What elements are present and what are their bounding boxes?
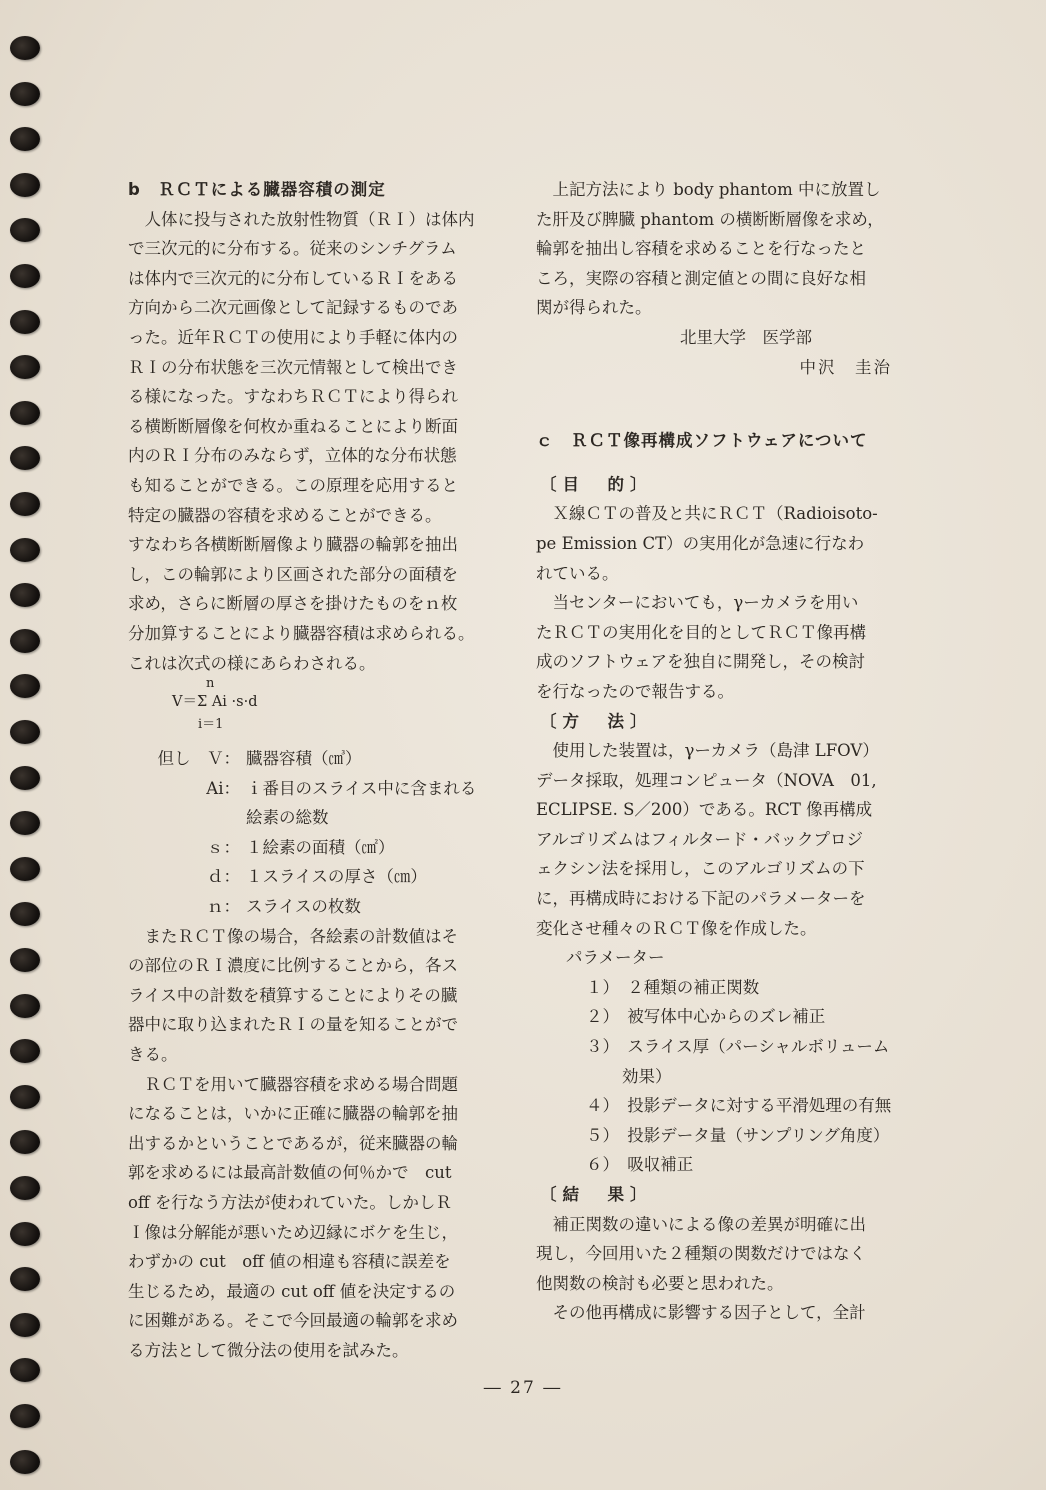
paragraph-purpose-2 bbox=[536, 588, 916, 706]
text-line: で三次元的に分布する。従来のシンチグラム bbox=[128, 239, 457, 259]
binding-hole bbox=[10, 538, 40, 562]
text-line: ECLIPSE. S／200）である。RCT 像再構成 bbox=[536, 800, 873, 820]
definition-key: Ai： bbox=[206, 778, 240, 798]
binding-hole bbox=[10, 446, 40, 470]
list-item-continuation: 効果） bbox=[622, 1066, 672, 1086]
list-item: ２） 被写体中心からのズレ補正 bbox=[586, 1007, 826, 1027]
list-item: １） ２種類の補正関数 bbox=[586, 977, 760, 997]
section-gap bbox=[536, 456, 916, 470]
definition-value: 絵素の総数 bbox=[246, 808, 329, 828]
paragraph-method-outline bbox=[128, 530, 504, 678]
text-line: 当センターにおいても，γーカメラを用い bbox=[552, 593, 859, 613]
definition-value: スライスの枚数 bbox=[246, 897, 361, 917]
binding-hole bbox=[10, 948, 40, 972]
binding-hole bbox=[10, 492, 40, 516]
definition-row bbox=[128, 833, 504, 863]
paragraph-problem bbox=[128, 1070, 504, 1366]
binding-hole bbox=[10, 1222, 40, 1246]
formula-main: V＝Σ Ai ·s·d bbox=[172, 694, 258, 711]
definition-value: 臓器容積（㎤） bbox=[246, 749, 362, 769]
text-line: Ｉ像は分解能が悪いため辺縁にボケを生じ， bbox=[128, 1222, 458, 1242]
text-line: 求め，さらに断層の厚さを掛けたものをｎ枚 bbox=[128, 594, 458, 614]
text-line: に，再構成時における下記のパラメーターを bbox=[536, 889, 866, 909]
definition-key: ｄ： bbox=[207, 867, 240, 887]
list-item: ４） 投影データに対する平滑処理の有無 bbox=[586, 1096, 892, 1116]
definition-row bbox=[128, 803, 504, 833]
page-number: ― 27 ― bbox=[483, 1378, 563, 1398]
paragraph-purpose bbox=[536, 499, 916, 588]
definition-row bbox=[128, 744, 504, 774]
text-line: 郭を求めるには最高計数値の何％かで cut bbox=[128, 1163, 452, 1183]
binding-hole bbox=[10, 1404, 40, 1428]
parameters-label: パラメーター bbox=[566, 948, 665, 968]
definition-row bbox=[128, 774, 504, 804]
binding-hole bbox=[10, 994, 40, 1018]
paragraph-rct-counts bbox=[128, 922, 504, 1070]
text-line: わずかの cut off 値の相違も容積に誤差を bbox=[128, 1252, 451, 1272]
text-line: たＲＣＴの実用化を目的としてＲＣＴ像再構 bbox=[536, 622, 866, 642]
binding-hole bbox=[10, 1267, 40, 1291]
text-line: ＲＩの分布状態を三次元情報として検出でき bbox=[128, 357, 458, 377]
list-item: ３） スライス厚（パーシャルボリューム bbox=[586, 1037, 890, 1057]
text-line: 方向から二次元画像として記録するものであ bbox=[128, 298, 458, 318]
text-line: ェクシン法を採用し，このアルゴリズムの下 bbox=[536, 859, 865, 879]
binding-hole bbox=[10, 902, 40, 926]
definition-key: 但し Ｖ： bbox=[157, 749, 240, 769]
binding-hole bbox=[10, 173, 40, 197]
text-line: を行なったので報告する。 bbox=[536, 681, 734, 701]
formula-upper-limit: n bbox=[206, 676, 215, 692]
text-line: ＲＣＴを用いて臓器容積を求める場合問題 bbox=[144, 1074, 458, 1094]
list-item: ５） 投影データ量（サンプリング角度） bbox=[586, 1125, 890, 1145]
text-line: きる。 bbox=[128, 1045, 178, 1065]
text-line: データ採取，処理コンピュータ（NOVA 01, bbox=[536, 770, 877, 790]
section-gap bbox=[536, 382, 916, 426]
definition-value: １絵素の面積（㎠） bbox=[246, 837, 395, 857]
binding-hole bbox=[10, 401, 40, 425]
text-line: る様になった。すなわちＲＣＴにより得られ bbox=[128, 387, 458, 407]
right-column bbox=[536, 175, 916, 1328]
binding-hole bbox=[10, 766, 40, 790]
binding-hole bbox=[10, 1085, 40, 1109]
text-line: 関が得られた。 bbox=[536, 298, 652, 318]
text-line: 器中に取り込まれたＲＩの量を知ることがで bbox=[128, 1015, 458, 1035]
definition-value: ｉ番目のスライス中に含まれる bbox=[246, 778, 477, 798]
text-line: も知ることができる。この原理を応用すると bbox=[128, 475, 458, 495]
paragraph-phantom-result bbox=[536, 175, 916, 323]
text-line: その他再構成に影響する因子として，全計 bbox=[552, 1303, 866, 1323]
binding-hole bbox=[10, 127, 40, 151]
binding-hole bbox=[10, 1130, 40, 1154]
text-line: れている。 bbox=[536, 563, 619, 583]
list-item: ６） 吸収補正 bbox=[586, 1155, 694, 1175]
text-line: った。近年ＲＣＴの使用により手軽に体内の bbox=[128, 327, 458, 347]
text-line: る方法として微分法の使用を試みた。 bbox=[128, 1340, 409, 1360]
text-line: 内のＲＩ分布のみならず，立体的な分布状態 bbox=[128, 446, 457, 466]
binding-hole bbox=[10, 1039, 40, 1063]
text-line: に困難がある。そこで今回最適の輪郭を求め bbox=[128, 1311, 458, 1331]
text-line: る横断断層像を何枚か重ねることにより断面 bbox=[128, 416, 458, 436]
text-line: の部位のＲＩ濃度に比例することから，各ス bbox=[128, 956, 458, 976]
text-line: た肝及び脾臓 phantom の横断断層像を求め， bbox=[536, 209, 884, 229]
text-line: 現し，今回用いた２種類の関数だけではなく bbox=[536, 1244, 866, 1264]
text-line: 使用した装置は，γーカメラ（島津 LFOV） bbox=[552, 741, 879, 761]
text-line: 特定の臓器の容積を求めることができる。 bbox=[128, 505, 442, 525]
definition-key bbox=[128, 803, 246, 833]
text-line: 他関数の検討も必要と思われた。 bbox=[536, 1273, 784, 1293]
text-line: し，この輪郭により区画された部分の面積を bbox=[128, 564, 458, 584]
text-line: 上記方法により body phantom 中に放置し bbox=[552, 180, 881, 199]
text-line: off を行なう方法が使われていた。しかしＲ bbox=[128, 1193, 452, 1212]
text-line: 成のソフトウェアを独自に開発し，その検討 bbox=[536, 652, 866, 672]
binding-hole bbox=[10, 811, 40, 835]
binding-hole bbox=[10, 1313, 40, 1337]
formula-lower-limit: i＝1 bbox=[198, 717, 224, 733]
method-heading: 〔方 法〕 bbox=[540, 711, 653, 731]
text-line: 変化させ種々のＲＣＴ像を作成した。 bbox=[536, 918, 817, 938]
binding-holes bbox=[0, 0, 60, 1490]
binding-hole bbox=[10, 1450, 40, 1474]
paragraph-result-2 bbox=[536, 1298, 916, 1328]
paragraph-method bbox=[536, 736, 916, 943]
paragraph-result bbox=[536, 1210, 916, 1299]
binding-hole bbox=[10, 82, 40, 106]
binding-hole bbox=[10, 583, 40, 607]
section-b-heading: b ＲＣＴによる臓器容積の測定 bbox=[128, 180, 386, 199]
binding-hole bbox=[10, 857, 40, 881]
text-line: またＲＣＴ像の場合，各絵素の計数値はそ bbox=[144, 926, 458, 946]
binding-hole bbox=[10, 264, 40, 288]
text-line: 生じるため，最適の cut off 値を決定するの bbox=[128, 1281, 456, 1301]
definition-value: １スライスの厚さ（㎝） bbox=[246, 867, 427, 887]
text-line: 輪郭を抽出し容積を求めることを行なったと bbox=[536, 239, 866, 259]
text-line: pe Emission CT）の実用化が急速に行なわ bbox=[536, 533, 865, 553]
text-line: 補正関数の違いによる像の差異が明確に出 bbox=[552, 1214, 866, 1234]
author-name: 中沢 圭治 bbox=[799, 357, 892, 377]
binding-hole bbox=[10, 36, 40, 60]
result-heading: 〔結 果〕 bbox=[540, 1185, 653, 1204]
binding-hole bbox=[10, 720, 40, 744]
text-line: 人体に投与された放射性物質（ＲＩ）は体内 bbox=[144, 209, 475, 229]
definition-row bbox=[128, 862, 504, 892]
binding-hole bbox=[10, 1176, 40, 1200]
parameter-list bbox=[536, 973, 916, 1180]
text-line: これは次式の様にあらわされる。 bbox=[128, 653, 376, 673]
binding-hole bbox=[10, 629, 40, 653]
binding-hole bbox=[10, 218, 40, 242]
definition-key: ｎ： bbox=[207, 897, 240, 917]
text-line: ころ，実際の容積と測定値との間に良好な相 bbox=[536, 268, 866, 288]
text-line: は体内で三次元的に分布しているＲＩをある bbox=[128, 268, 458, 288]
left-column bbox=[128, 175, 504, 1366]
binding-hole bbox=[10, 310, 40, 334]
text-line: 分加算することにより臓器容積は求められる。 bbox=[128, 623, 475, 643]
purpose-heading: 〔目 的〕 bbox=[540, 474, 653, 494]
text-line: アルゴリズムはフィルタード・バックプロジ bbox=[536, 829, 864, 849]
definition-key: ｓ： bbox=[207, 837, 240, 857]
volume-formula bbox=[128, 678, 504, 744]
text-line: ライス中の計数を積算することによりその臓 bbox=[128, 985, 458, 1005]
binding-hole bbox=[10, 674, 40, 698]
paragraph-intro bbox=[128, 205, 504, 531]
section-c-heading: ｃ ＲＣＴ像再構成ソフトウェアについて bbox=[536, 431, 868, 451]
formula-definitions bbox=[128, 744, 504, 922]
definition-row bbox=[128, 892, 504, 922]
text-line: すなわち各横断断層像より臓器の輪郭を抽出 bbox=[128, 535, 458, 555]
author-affiliation: 北里大学 医学部 bbox=[680, 327, 812, 347]
text-line: 出するかということであるが，従来臓器の輪 bbox=[128, 1133, 458, 1153]
text-line: Ｘ線ＣＴの普及と共にＲＣＴ（Radioisoto- bbox=[552, 504, 878, 524]
text-line: になることは，いかに正確に臓器の輪郭を抽 bbox=[128, 1104, 458, 1124]
binding-hole bbox=[10, 355, 40, 379]
